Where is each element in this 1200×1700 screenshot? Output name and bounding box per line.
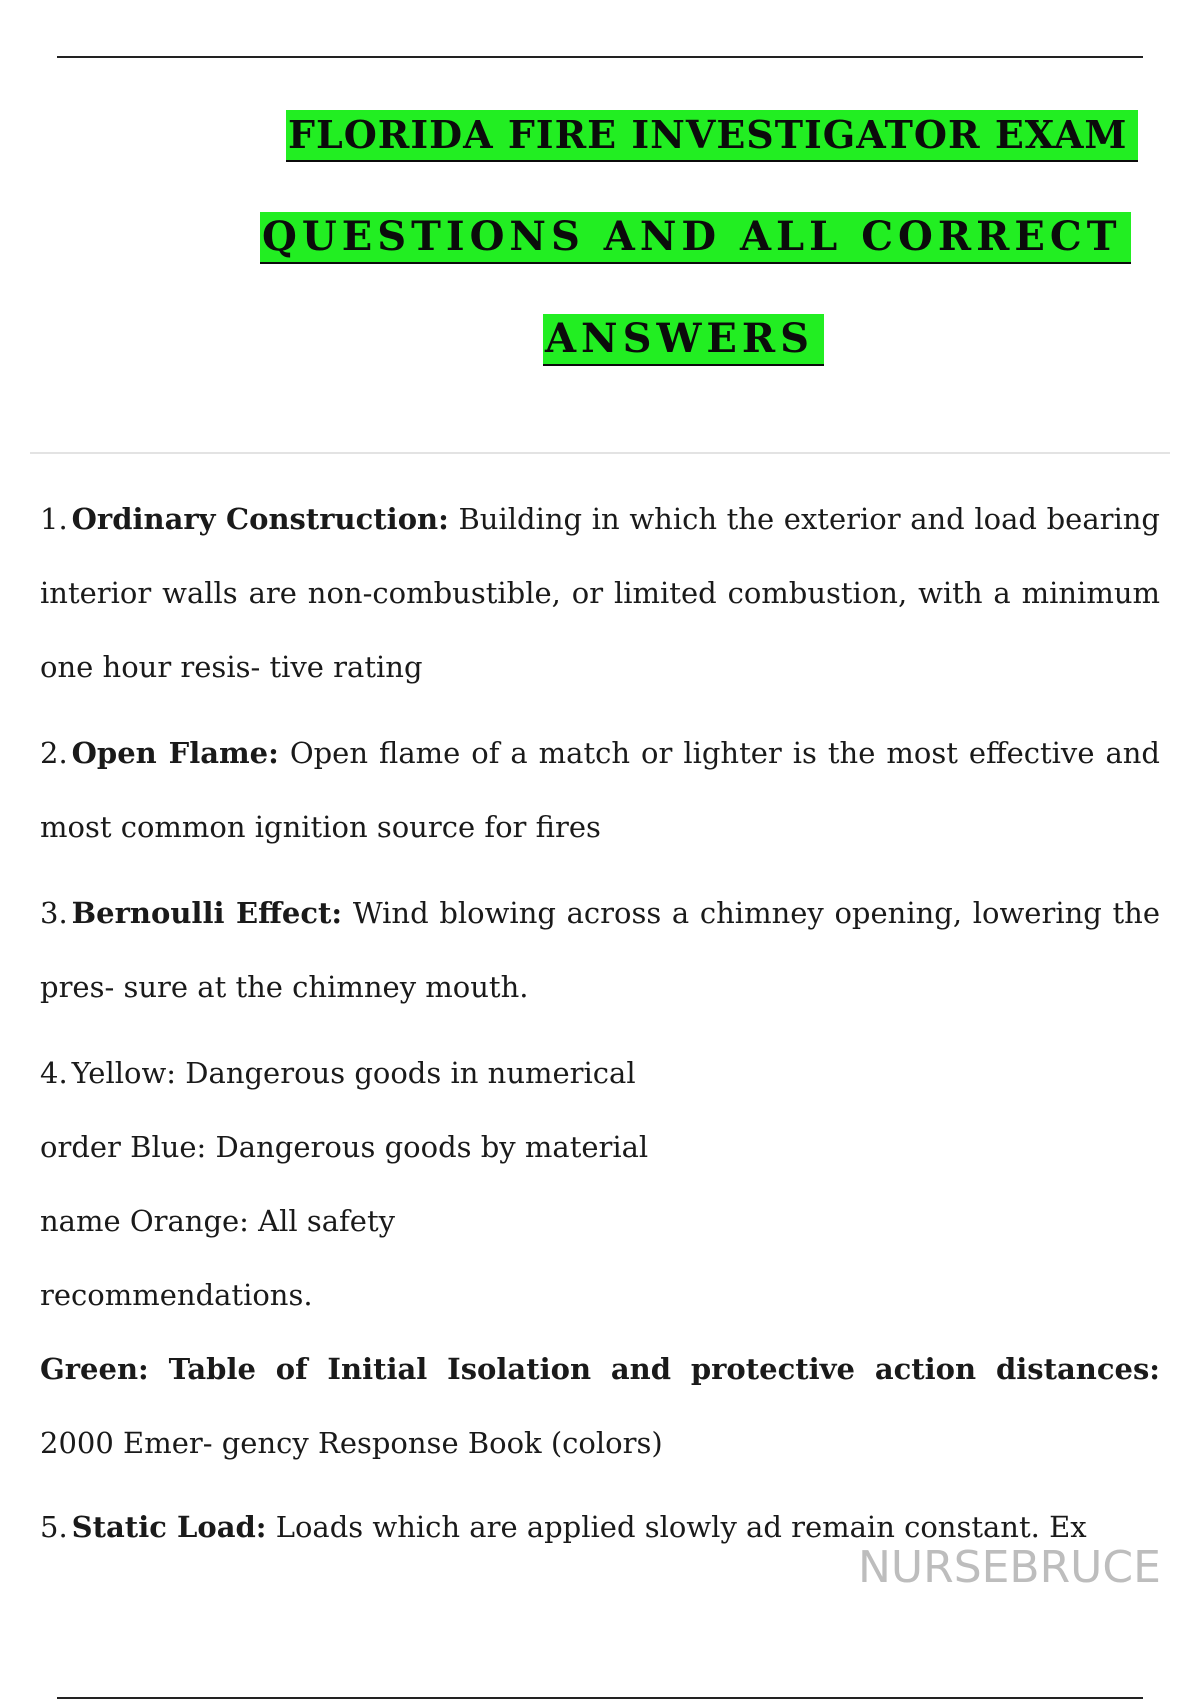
qa-item-3 — [40, 876, 1160, 1024]
qa-item-2 — [40, 716, 1160, 864]
item-term: Green: Table of Initial Isolation and protective action distances: — [40, 1352, 1160, 1386]
section-divider — [30, 452, 1170, 454]
top-rule — [57, 56, 1143, 58]
item-number: 4. — [40, 1056, 68, 1090]
item-answer: 2000 Emer- gency Response Book (colors) — [40, 1426, 663, 1460]
item-answer: Building in which the exterior and load bearing interior walls are non-combustible, or limited combustion, with a minimum one hour resis- tive rating — [40, 502, 1160, 684]
title-line-2: QUESTIONS AND ALL CORRECT — [260, 212, 1131, 264]
item-green-line — [40, 1332, 1160, 1480]
watermark: NURSEBRUCE — [858, 1542, 1161, 1593]
item-number: 3. — [40, 896, 68, 930]
item-answer: Loads which are applied slowly ad remain constant. Ex — [266, 1510, 1087, 1544]
item-term: Bernoulli Effect: — [71, 896, 343, 930]
qa-item-1 — [40, 482, 1160, 704]
title-line-1: FLORIDA FIRE INVESTIGATOR EXAM — [286, 110, 1138, 162]
item-term: Static Load: — [71, 1510, 267, 1544]
title-line-3: ANSWERS — [543, 314, 824, 366]
item-bold-line: name Orange: All safety — [40, 1204, 395, 1238]
item-answer: Open flame of a match or lighter is the most effective and most common ignition source for fires — [40, 736, 1160, 844]
item-term: Ordinary Construction: — [71, 502, 449, 536]
item-bold-line: order Blue: Dangerous goods by material — [40, 1130, 649, 1164]
item-answer: Wind blowing across a chimney opening, lowering the pres- sure at the chimney mouth. — [40, 896, 1161, 1004]
item-number: 5. — [40, 1510, 68, 1544]
item-bold-line: 4. Yellow: Dangerous goods in numerical — [40, 1056, 636, 1090]
item-bold-line: recommendations. — [40, 1278, 313, 1312]
qa-item-4 — [40, 1036, 1160, 1480]
bottom-rule — [57, 1697, 1143, 1699]
qa-list — [40, 482, 1160, 1576]
item-number: 1. — [40, 502, 68, 536]
item-number: 2. — [40, 736, 68, 770]
item-term: Open Flame: — [71, 736, 279, 770]
